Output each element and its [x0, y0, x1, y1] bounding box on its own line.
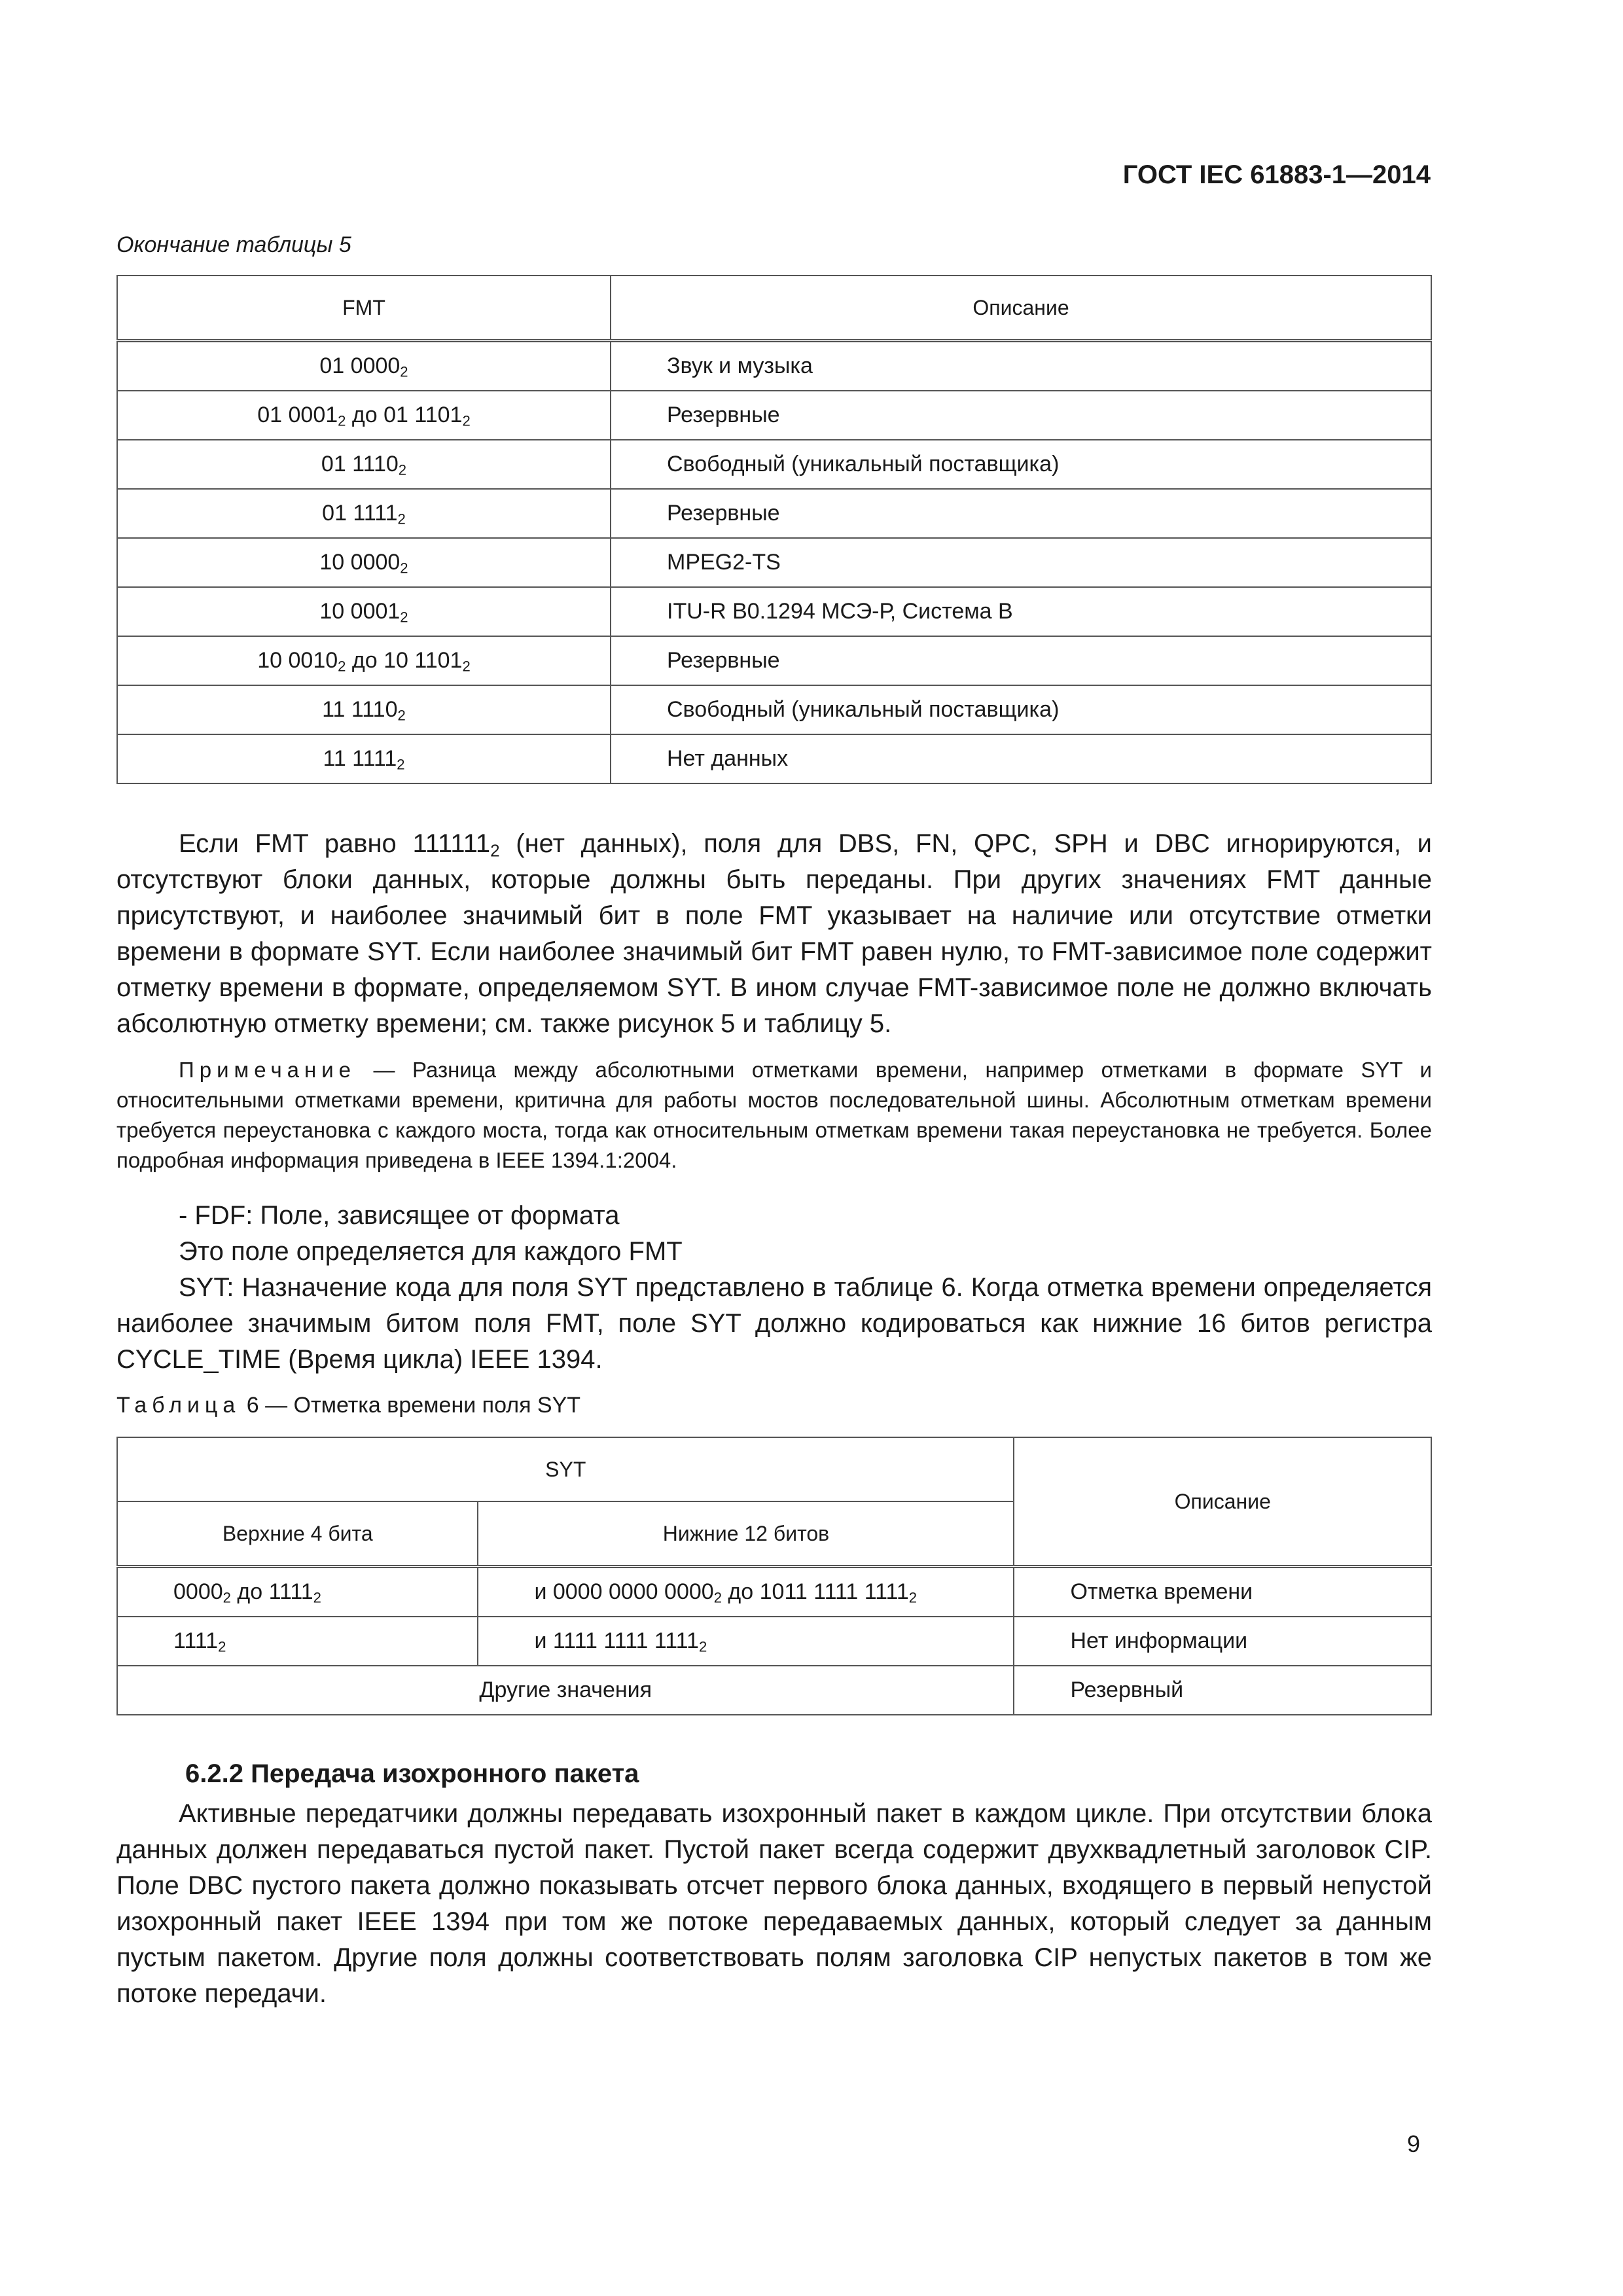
- table5-desc-cell: Нет данных: [611, 734, 1431, 783]
- table5-fmt-cell: 01 $1110_2$: [117, 440, 611, 489]
- fdf-line3: SYT: Назначение кода для поля SYT представлено в таблице 6. Когда отметка времени определяется наиболее значимым битом поля FMT, поле SYT должно кодироваться как нижние 16 битов регистра CYCLE_TIME (Время цикла) IEEE 1394.: [116, 1273, 1432, 1374]
- fdf-block: [116, 1198, 1432, 1378]
- table-row: [117, 685, 1431, 734]
- table6-r1-upper: $0000_2$ до $1111_2$: [117, 1567, 478, 1617]
- table-row: [117, 1666, 1431, 1715]
- table5-header-row: [117, 276, 1431, 341]
- standard-designation: ГОСТ IEC 61883-1—2014: [1122, 160, 1431, 189]
- table5-desc-cell: ITU-R B0.1294 МСЭ-Р, Система B: [611, 587, 1431, 636]
- table6-caption-label: Таблица: [116, 1393, 241, 1418]
- table5-fmt-cell: 10 $0000_2$: [117, 538, 611, 587]
- table5-body: [117, 341, 1431, 784]
- para1-post: (нет данных), поля для DBS, FN, QPC, SPH и DBC игнорируются, и отсутствуют блоки данных, которые должны быть переданы. При других значениях FMT данные присутствуют, и наиболее значимый бит в поле FMT указывает на наличие или отсутствие отметки времени в формате SYT. Если наиболее значимый бит FMT равен нулю, то FMT-зависимое поле содержит отметку времени в формате, определяемом SYT. В ином случае FMT-зависимое поле не должно включать абсолютную отметку времени; см. также рисунок 5 и таблицу 5.: [116, 829, 1432, 1038]
- table-row: [117, 587, 1431, 636]
- table6-col-upper: Верхние 4 бита: [117, 1501, 478, 1567]
- table-row: [117, 1567, 1431, 1617]
- table6-r1-desc: Отметка времени: [1014, 1567, 1431, 1617]
- page-number: 9: [1407, 2130, 1421, 2157]
- table-row: [117, 391, 1431, 440]
- table5-desc-cell: Свободный (уникальный поставщика): [611, 685, 1431, 734]
- fdf-line1: - FDF: Поле, зависящее от формата: [179, 1201, 620, 1230]
- note: [116, 1055, 1432, 1175]
- table5-fmt-cell: 01 $0001_2$ до 01 $1101_2$: [117, 391, 611, 440]
- table6-col-syt: SYT: [117, 1437, 1014, 1501]
- table5-desc-cell: Свободный (уникальный поставщика): [611, 440, 1431, 489]
- para1-pre: Если FMT равно 111111: [179, 829, 491, 858]
- para1-sub: 2: [490, 840, 500, 861]
- table5-desc-cell: Звук и музыка: [611, 341, 1431, 391]
- table-row: [117, 538, 1431, 587]
- table5-desc-cell: Резервные: [611, 636, 1431, 685]
- table6-r2-desc: Нет информации: [1014, 1617, 1431, 1666]
- table-row: [117, 489, 1431, 538]
- table6: [116, 1437, 1432, 1715]
- table-row: [117, 636, 1431, 685]
- table5-fmt-cell: 10 $0001_2$: [117, 587, 611, 636]
- table6-col-lower: Нижние 12 битов: [478, 1501, 1014, 1567]
- table5-desc-cell: MPEG2-TS: [611, 538, 1431, 587]
- paragraph-fmt: [116, 826, 1432, 1042]
- table5-fmt-cell: 01 $0000_2$: [117, 341, 611, 391]
- table6-caption-rest: 6 — Отметка времени поля SYT: [240, 1393, 581, 1418]
- note-text: — Разница между абсолютными отметками времени, например отметками в формате SYT и относительными отметками времени, критична для работы мостов последовательной шины. Абсолютным отметкам времени требуется переустановка с каждого моста, тогда как относительным отметкам времени такая переустановка не требуется. Более подробная информация приведена в IEEE 1394.1:2004.: [116, 1058, 1432, 1172]
- table6-header-row1: [117, 1437, 1431, 1501]
- table5: [116, 275, 1432, 784]
- table5-col-fmt: FMT: [117, 276, 611, 341]
- table6-caption: [116, 1393, 580, 1418]
- note-label: Примечание: [179, 1058, 357, 1082]
- table5-caption: Окончание таблицы 5: [116, 232, 351, 257]
- section-text: Активные передатчики должны передавать изохронный пакет в каждом цикле. При отсутствии блока данных должен передаваться пустой пакет. Пустой пакет всегда содержит двухквадлетный заголовок CIP. Поле DBC пустого пакета должно показывать отсчет первого блока данных, входящего в первый непустой изохронный пакет IEEE 1394 при том же потоке передаваемых данных, который следует за данным пустым пакетом. Другие поля должны соответствовать полям заголовка CIP непустых пакетов в том же потоке передачи.: [116, 1799, 1432, 2008]
- table6-r2-lower: и 1111 1111 $1111_2$: [478, 1617, 1014, 1666]
- table5-desc-cell: Резервные: [611, 391, 1431, 440]
- table-row: [117, 1617, 1431, 1666]
- table6-r1-lower: и 0000 0000 $0000_2$ до 1011 1111 $1111_2$: [478, 1567, 1014, 1617]
- section-text-block: [116, 1796, 1432, 2012]
- fdf-line2: Это поле определяется для каждого FMT: [179, 1237, 683, 1266]
- table-row: [117, 341, 1431, 391]
- table-row: [117, 734, 1431, 783]
- table5-fmt-cell: 10 $0010_2$ до 10 $1101_2$: [117, 636, 611, 685]
- table5-col-desc: Описание: [611, 276, 1431, 341]
- section-heading: 6.2.2 Передача изохронного пакета: [185, 1759, 639, 1788]
- table5-fmt-cell: 11 $1110_2$: [117, 685, 611, 734]
- table5-desc-cell: Резервные: [611, 489, 1431, 538]
- table6-r3-other: Другие значения: [117, 1666, 1014, 1715]
- table6-r3-desc: Резервный: [1014, 1666, 1431, 1715]
- table6-r2-upper: $1111_2$: [117, 1617, 478, 1666]
- table-row: [117, 440, 1431, 489]
- table5-fmt-cell: 01 $1111_2$: [117, 489, 611, 538]
- table6-col-desc: Описание: [1014, 1437, 1431, 1567]
- table5-fmt-cell: 11 $1111_2$: [117, 734, 611, 783]
